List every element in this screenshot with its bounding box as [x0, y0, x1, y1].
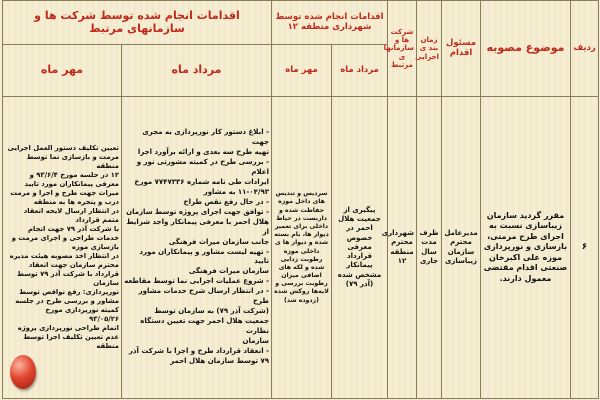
- cell-mehr-companies: [3, 97, 122, 399]
- header-group-12: اقدامات انجام شده توسط شهرداری منطقه ۱۲: [272, 1, 388, 45]
- text-line: اتمام طراحی نورپردازی پروژه: [17, 323, 119, 332]
- text-line: مشاور و بررسی طرح در جلسه: [15, 296, 119, 305]
- cell-mordad-companies: [122, 97, 272, 399]
- header-masool: مسئول اقدام: [442, 1, 481, 97]
- cell-mordad-12: پیگیری از جمعیت هلال احمر در خصوص معرفی قرارداد پیمانکار مشخص شده (آذر ۷۹): [332, 97, 388, 399]
- text-line: - انعقاد قرارداد طرح و اجرا با شرکت آذر: [128, 346, 269, 355]
- text-line: ۹۳/۰۵/۲۶: [89, 314, 119, 323]
- cell-zaman: ظرف مدت سال جاری: [417, 97, 442, 399]
- header-radif: ردیف: [571, 1, 599, 97]
- text-line: سازمان: [242, 336, 269, 345]
- text-line: تهیه طرح سه بعدی و ارائه برآورد اجرا: [137, 148, 269, 157]
- text-line: جمعیت هلال احمر جهت تعیین دستگاه نظارت: [140, 317, 269, 335]
- cell-masool: مدیرعامل محترم سازمان زیباسازی: [442, 97, 481, 399]
- text-line: در انتظار ارسال لایحه انعقاد متمم قرارداد: [23, 207, 119, 225]
- text-line: قرارداد با شرکت آذر ۷۹ توسط: [16, 269, 119, 278]
- header-mordad-companies: مرداد ماه: [122, 45, 272, 97]
- header-group-companies: اقدامات انجام شده توسط شرکت ها و سازمانهای مرتبط: [3, 1, 272, 45]
- approvals-table: [2, 0, 599, 399]
- text-line: ۷۹ توسط سازمان هلال احمر: [170, 356, 269, 365]
- text-line: جانب سازمان میراث فرهنگی: [168, 237, 269, 246]
- cell-radif: ۶: [571, 97, 599, 399]
- header-mehr-companies: مهر ماه: [3, 45, 122, 97]
- text-line: - در حال رفع نقص طراح: [183, 197, 269, 206]
- text-line: - توافق جهت اجرای پروژه توسط سازمان: [126, 207, 269, 216]
- cell-sherkat: شهرداری محترم منطقه ۱۲: [388, 97, 417, 399]
- mordad-companies-list: [124, 128, 269, 367]
- text-line: هلال احمر با معرفی پیمانکار واجد شرایط از: [126, 217, 269, 236]
- text-line: در انتظار اخذ مصوبه هیئت مدیره: [9, 251, 119, 260]
- text-line: - شروع عملیات اجرایی نما توسط مقاطعه: [124, 277, 269, 286]
- text-line: محترم سازمان جهت انعقاد: [28, 260, 119, 269]
- text-line: سازمان: [93, 278, 119, 287]
- text-line: منطقه: [96, 341, 119, 350]
- text-line: - ابلاغ دستور کار نورپردازی به مجری جهت: [142, 128, 269, 147]
- text-line: - تهیه لیست مشاور و پیمانکاران مورد تایید: [139, 247, 269, 266]
- text-line: خدمات طراحی و اجرای مرمت و: [11, 234, 119, 243]
- text-line: - بررسی طرح در کمیته مشورتی نور و اعلام: [136, 158, 269, 176]
- text-line: تعیین تکلیف دستور العمل اجرایی: [7, 144, 119, 153]
- cell-mehr-12: سردیس و تندیس های داخل موزه حفاظت شده و داربست در حیاط داخلی برای تعمیر دیوار ها، بام بسته شده و دیوار ها ی داخلی موزه رطوبت زدایی شده و لکه های اضافی میزان رطوبت بررسی و لایه‌ها روکش شده (زدوده شد): [272, 97, 332, 399]
- text-line: ۱۱-۰۴/۹۳ به مشاور: [203, 187, 269, 196]
- text-line: مرمت و بازسازی نما توسط منطقه: [26, 153, 119, 171]
- text-line: - در انتظار ارسال شرح خدمات مشاور طرح: [138, 287, 269, 306]
- text-line: ۱۲ در جلسه مورخ ۹۳/۶/۴ و: [29, 171, 119, 180]
- cell-mozoo: مقرر گردید سازمان زیباسازی نسبت به اجرای طرح مرمتی، بازسازی و نورپردازی موزه علی اکبرخان صنعتی اقدام مقتضی معمول دارند.: [481, 97, 571, 399]
- text-line: بازسازی موزه: [71, 243, 119, 252]
- header-mehr-12: مهر ماه: [272, 45, 332, 97]
- red-marker-icon: [10, 355, 42, 397]
- header-mordad-12: مرداد ماه: [332, 45, 388, 97]
- text-line: سازمان میراث فرهنگی: [188, 267, 269, 276]
- header-zaman: زمان بند ی اجرایی: [417, 1, 442, 97]
- text-line: (شرکت آذر ۷۹) به سازمان توسط: [154, 307, 269, 316]
- mehr-companies-list: [5, 144, 119, 350]
- text-line: با شرکت آذر ۷۹ جهت انجام: [28, 225, 119, 234]
- text-line: عدم تعیین تکلیف اجرا توسط: [23, 332, 119, 341]
- header-mozoo: موضوع مصوبه: [481, 1, 571, 97]
- text-line: درب و پنجره ها به منطقه: [33, 198, 119, 207]
- text-line: نورپردازی: رفع نواقص توسط: [19, 287, 119, 296]
- text-line: کمیته نورپردازی مورخ: [45, 305, 119, 314]
- text-line: معرفی پیمانکاران مورد تایید: [24, 180, 119, 189]
- header-sherkat: شرکت ها و سازمانها ی مرتبط: [388, 1, 417, 97]
- text-line: میراث جهت طرح و اجرا و مرمت: [10, 189, 119, 198]
- text-line: ایرادات طی نامه شماره ۷۷۴۷۳۳۶ مورخ: [134, 177, 269, 186]
